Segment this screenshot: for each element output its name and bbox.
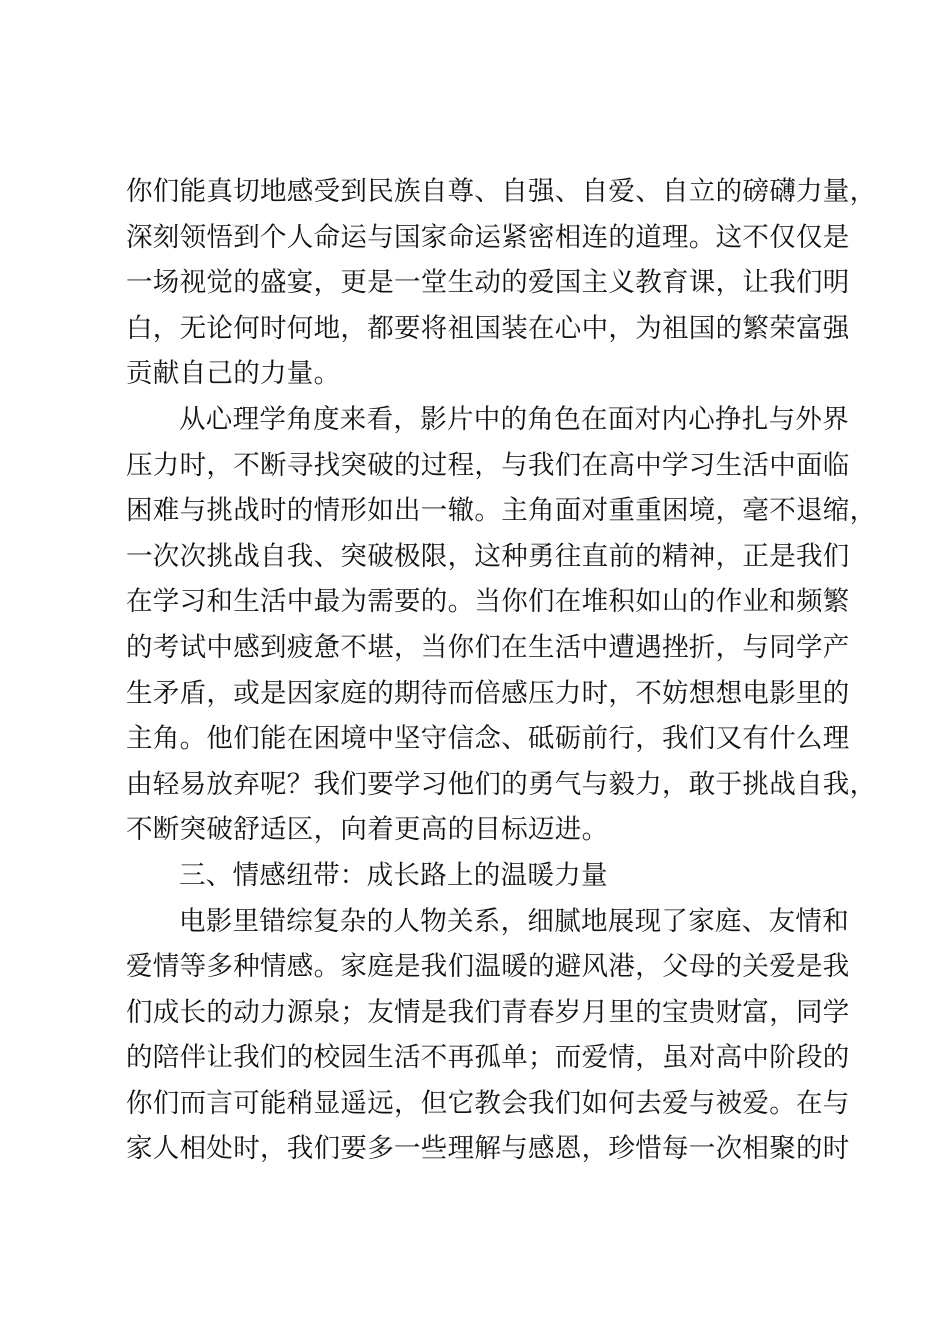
text-line: 深刻领悟到个人命运与国家命运紧密相连的道理。这不仅仅是 — [126, 221, 850, 253]
paragraph-first-line: 从心理学角度来看，影片中的角色在面对内心挣扎与外界 — [179, 403, 849, 435]
text-line: 的陪伴让我们的校园生活不再孤单；而爱情，虽对高中阶段的 — [126, 1042, 850, 1074]
text-line: 困难与挑战时的情形如出一辙。主角面对重重困境，毫不退缩， — [126, 495, 877, 527]
text-line: 主角。他们能在困境中坚守信念、砥砺前行，我们又有什么理 — [126, 723, 850, 755]
text-line: 由轻易放弃呢？我们要学习他们的勇气与毅力，敢于挑战自我， — [126, 768, 877, 800]
text-line: 一次次挑战自我、突破极限，这种勇往直前的精神，正是我们 — [126, 540, 850, 572]
text-line: 生矛盾，或是因家庭的期待而倍感压力时，不妨想想电影里的 — [126, 677, 850, 709]
body-text — [126, 169, 877, 1172]
text-line: 白，无论何时何地，都要将祖国装在心中，为祖国的繁荣富强 — [126, 312, 850, 344]
section-heading: 三、情感纽带：成长路上的温暖力量 — [179, 859, 608, 891]
text-line: 一场视觉的盛宴，更是一堂生动的爱国主义教育课，让我们明 — [126, 267, 850, 299]
text-line: 压力时，不断寻找突破的过程，与我们在高中学习生活中面临 — [126, 449, 850, 481]
text-line: 贡献自己的力量。 — [126, 358, 341, 390]
text-line: 你们而言可能稍显遥远，但它教会我们如何去爱与被爱。在与 — [126, 1087, 850, 1119]
text-line: 在学习和生活中最为需要的。当你们在堆积如山的作业和频繁 — [126, 586, 850, 618]
text-line: 们成长的动力源泉；友情是我们青春岁月里的宝贵财富，同学 — [126, 996, 850, 1028]
text-line: 的考试中感到疲惫不堪，当你们在生活中遭遇挫折，与同学产 — [126, 631, 850, 663]
text-line: 不断突破舒适区，向着更高的目标迈进。 — [126, 814, 609, 846]
paragraph-first-line: 电影里错综复杂的人物关系，细腻地展现了家庭、友情和 — [179, 905, 849, 937]
text-line: 爱情等多种情感。家庭是我们温暖的避风港，父母的关爱是我 — [126, 951, 850, 983]
text-line: 你们能真切地感受到民族自尊、自强、自爱、自立的磅礴力量， — [126, 176, 877, 207]
text-line: 家人相处时，我们要多一些理解与感恩，珍惜每一次相聚的时 — [126, 1133, 850, 1165]
